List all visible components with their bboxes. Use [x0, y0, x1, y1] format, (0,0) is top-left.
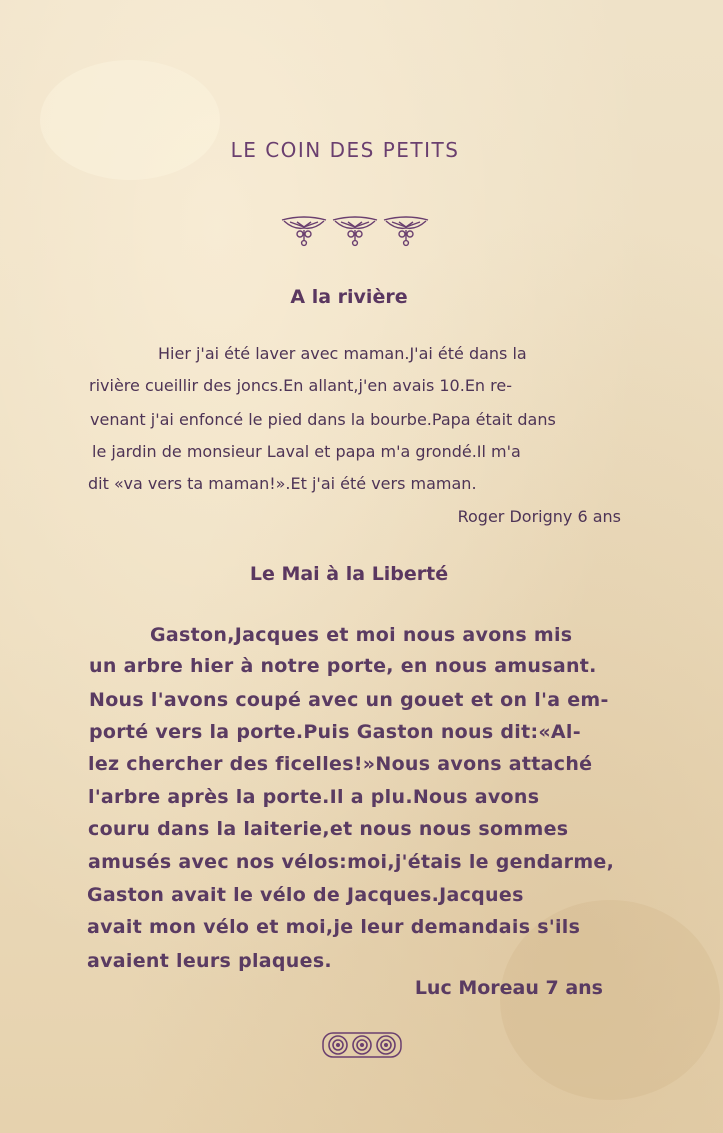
story1-line: venant j'ai enfoncé le pied dans la bourbe.Papa était dans: [90, 410, 556, 429]
paper-highlight: [40, 60, 220, 180]
story1-line: rivière cueillir des joncs.En allant,j'en avais 10.En re-: [89, 376, 512, 395]
story1-line: Hier j'ai été laver avec maman.J'ai été dans la: [158, 344, 527, 363]
story2-line: amusés avec nos vélos:moi,j'étais le gendarme,: [88, 851, 615, 873]
story-title-le-mai: Le Mai à la Liberté: [249, 563, 449, 585]
ornament-flourish-icon: [278, 214, 432, 248]
story2-line: Gaston,Jacques et moi nous avons mis: [150, 624, 573, 646]
story-title-a-la-riviere: A la rivière: [290, 286, 408, 308]
story2-line: un arbre hier à notre porte, en nous amusant.: [89, 655, 597, 677]
story2-line: Nous l'avons coupé avec un gouet et on l'a em-: [89, 689, 609, 711]
story2-line: avait mon vélo et moi,je leur demandais s'ils: [87, 916, 581, 938]
story2-line: l'arbre après la porte.Il a plu.Nous avons: [88, 786, 540, 808]
story2-line: porté vers la porte.Puis Gaston nous dit:«Al-: [89, 721, 581, 743]
story2-line: Gaston avait le vélo de Jacques.Jacques: [87, 884, 524, 906]
story2-line: lez chercher des ficelles!»Nous avons attaché: [88, 753, 593, 775]
story2-line: couru dans la laiterie,et nous nous sommes: [88, 818, 569, 840]
story1-signature: Roger Dorigny 6 ans: [457, 507, 621, 526]
ornament-rosettes-icon: [322, 1031, 402, 1059]
page-title: LE COIN DES PETITS: [230, 138, 460, 162]
story1-line: le jardin de monsieur Laval et papa m'a grondé.Il m'a: [92, 442, 521, 461]
story2-signature: Luc Moreau 7 ans: [414, 977, 603, 999]
story2-line: avaient leurs plaques.: [87, 950, 332, 972]
story1-line: dit «va vers ta maman!».Et j'ai été vers maman.: [88, 474, 477, 493]
